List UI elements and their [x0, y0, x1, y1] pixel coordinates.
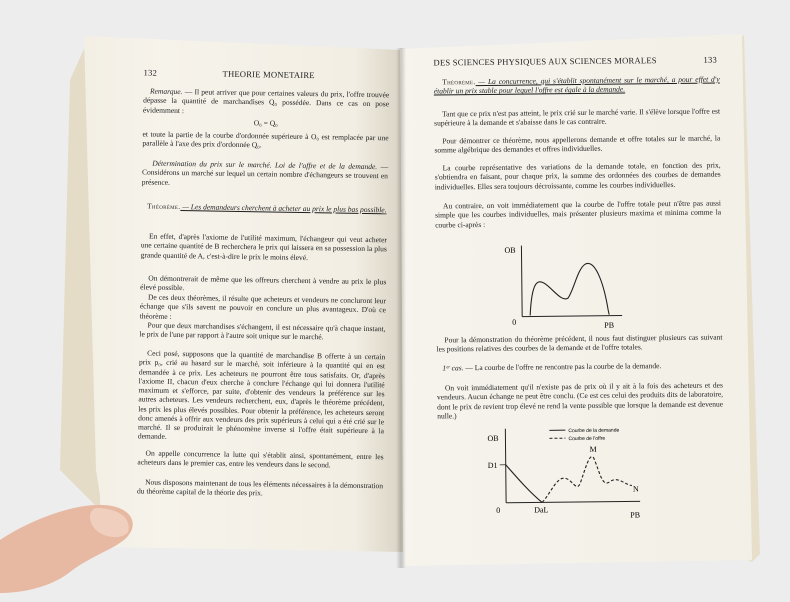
left-paragraph-5: Ceci posé, supposons que la quantité de marchandise B offerte à un certain prix p₀, crié au hasard sur le marché, soit inférieure à la quantité qui en est demandée à ce prix. Les acheteurs ne pourront être tous satisfaits. Or, d'après l'axiome II, chacun d'eux cherche à conclure l'échange qui lui donnera l'utilité maximum et s'efforce, par suite, d'obtenir des vendeurs la préférence sur les autres acheteurs. Les vendeurs recherchent, eux, d'après le théorème précédent, les prix les plus élevés possibles. Pour obtenir la préférence, les acheteurs seront donc amenés à offrir aux vendeurs des prix supérieurs à celui qui a été crié sur le marché. Il se produirait le phénomène inverse si l'offre était supérieure à la demande. — [138, 348, 385, 444]
right-paragraph-6: On voit immédiatement qu'il n'existe pas de prix où il y ait à la fois des acheteurs et des vendeurs. Aucun échange ne peut être conclu. (Ce est ces celui des produits dits de laboratoire, dont le prix de revient trop élevé ne rend la vente possible que lorsque la demande est devenue nulle.) — [437, 381, 723, 421]
remarque-label: Remarque. — [150, 87, 183, 97]
fig1-x-label: PB — [604, 321, 614, 330]
fig2-n-label: N — [633, 484, 639, 493]
fig1-y-label: OB — [504, 246, 515, 255]
offer-curve-figure — [499, 239, 630, 330]
right-theorem-label: Théorème. — [442, 77, 475, 86]
left-paragraph-7: Nous disposons maintenant de tous les éléments nécessaires à la démonstration du théorème capital de la théorie des prix. — [137, 477, 383, 499]
left-page-number: 132 — [143, 67, 157, 77]
right-paragraph-1: Tant que ce prix n'est pas atteint, le prix crié sur le marché varie. Il s'élève lorsque l'offre est supérieure à la demande et s'abaisse dans le cas contraire. — [434, 107, 720, 128]
case-label: 1ᵉʳ cas. — [442, 363, 463, 372]
left-paragraph-2: On démontrerait de même que les offreurs cherchent à vendre au prix le plus élevé possible. — [140, 273, 386, 295]
fig1-origin: 0 — [512, 318, 516, 327]
left-paragraph-1: En effet, d'après l'axiome de l'utilité maximum, l'échangeur qui veut acheter une certaine quantité de B recherchera le prix qui laissera en sa possession la plus grande quantité de A, c'est-à-dire le prix le moins élevé. — [141, 231, 387, 263]
right-paragraph-3: La courbe représentative des variations de la demande totale, en fonction des prix, s'obtiendra en faisant, pour chaque prix, la somme des ordonnées des courbes de demandes individuelles. Elles sera toujours décroissante, comme les courbes individuelles. — [435, 161, 721, 192]
fig2-origin: 0 — [496, 506, 500, 515]
right-paragraph-2: Pour démontrer ce théorème, nous appellerons demande et offre totales sur le marché, la somme algébrique des demandes et offres individuelles. — [434, 134, 720, 155]
case-text: — La courbe de l'offre ne rencontre pas la courbe de la demande. — [463, 361, 661, 372]
left-paragraph-3: De ces deux théorèmes, il résulte que acheteurs et vendeurs ne concluront leur échange que s'ils savent ne pouvoir en conclure un plus avantageux. D'où ce théorème : — [140, 292, 386, 324]
fig2-x-label: PB — [630, 510, 640, 519]
remarque-text: — Il peut arriver que pour certaines valeurs du prix, l'offre trouvée dépasse la quantité de marchandises Q₀ possédée. Dans ce cas on pose évidemment : — [143, 87, 389, 115]
thumb — [0, 500, 140, 593]
left-theorem-text: — Les demandeurs cherchent à acheter au prix le plus bas possible. — [180, 202, 386, 214]
demand-offer-figure — [479, 421, 650, 523]
determination-title: Détermination du prix sur le marché. Loi de l'offre et de la demande. — [152, 159, 377, 172]
fig2-x-tick: DaL — [534, 505, 548, 514]
fig1-offer-curve — [530, 263, 610, 315]
fig2-legend-offer: Courbe de l'offre — [568, 436, 605, 442]
left-paragraph-4: Pour que deux marchandises s'échangent, il est nécessaire qu'à chaque instant, le prix de l'une par rapport à l'autre soit unique sur le marché. — [139, 320, 385, 342]
right-theorem-text: — La concurrence, qui s'établit spontanément sur le marché, a pour effet d'y établir un prix stable pour lequel l'offre est égale à la demande. — [434, 75, 720, 96]
fig2-x-axis — [506, 501, 640, 502]
right-running-head: DES SCIENCES PHYSIQUES AUX SCIENCES MORALES — [433, 55, 656, 67]
fig2-demand-curve — [506, 464, 542, 502]
fig2-offer-curve — [542, 456, 632, 502]
case-paragraph — [437, 361, 723, 373]
left-theorem-label: Théorème. — [147, 202, 180, 212]
left-paragraph-6: On appelle concurrence la lutte qui s'établit ainsi, spontanément, entre les acheteurs dans le premier cas, entre les vendeurs dans le second. — [137, 448, 383, 470]
fig2-y-label: OB — [487, 434, 498, 443]
left-running-head: THEORIE MONETAIRE — [222, 69, 314, 80]
remarque-continuation: et toute la partie de la courbe d'ordonnée supérieure à O₀ est remplacée par une parallèle à l'axe des prix d'ordonnée Q₀. — [142, 129, 388, 151]
right-paragraph-4: Au contraire, on voit immédiatement que la courbe de l'offre totale peut n'être pas aussi simple que les courbes individuelles, mais présenter plusieurs maxima et minima comme la courbe ci-après : — [435, 199, 721, 230]
right-paragraph-5: Pour la démonstration du théorème précédent, il nous faut distinguer plusieurs cas suivant les positions relatives des courbes de la demande et de l'offre totales. — [436, 333, 722, 354]
fig2-m-label: M — [590, 445, 597, 454]
right-theorem — [434, 75, 720, 96]
fig1-x-axis — [522, 316, 622, 317]
fig1-y-axis — [521, 246, 522, 317]
right-page-number: 133 — [703, 55, 717, 65]
fig2-legend-demand: Courbe de la demande — [568, 428, 619, 435]
equation: O₀ = Q₀ — [143, 116, 389, 129]
fig2-d1-label: D1 — [488, 461, 498, 470]
determination-text: — Considérons un marché sur lequel un certain nombre d'échangeurs se trouvent en présence. — [142, 162, 388, 186]
